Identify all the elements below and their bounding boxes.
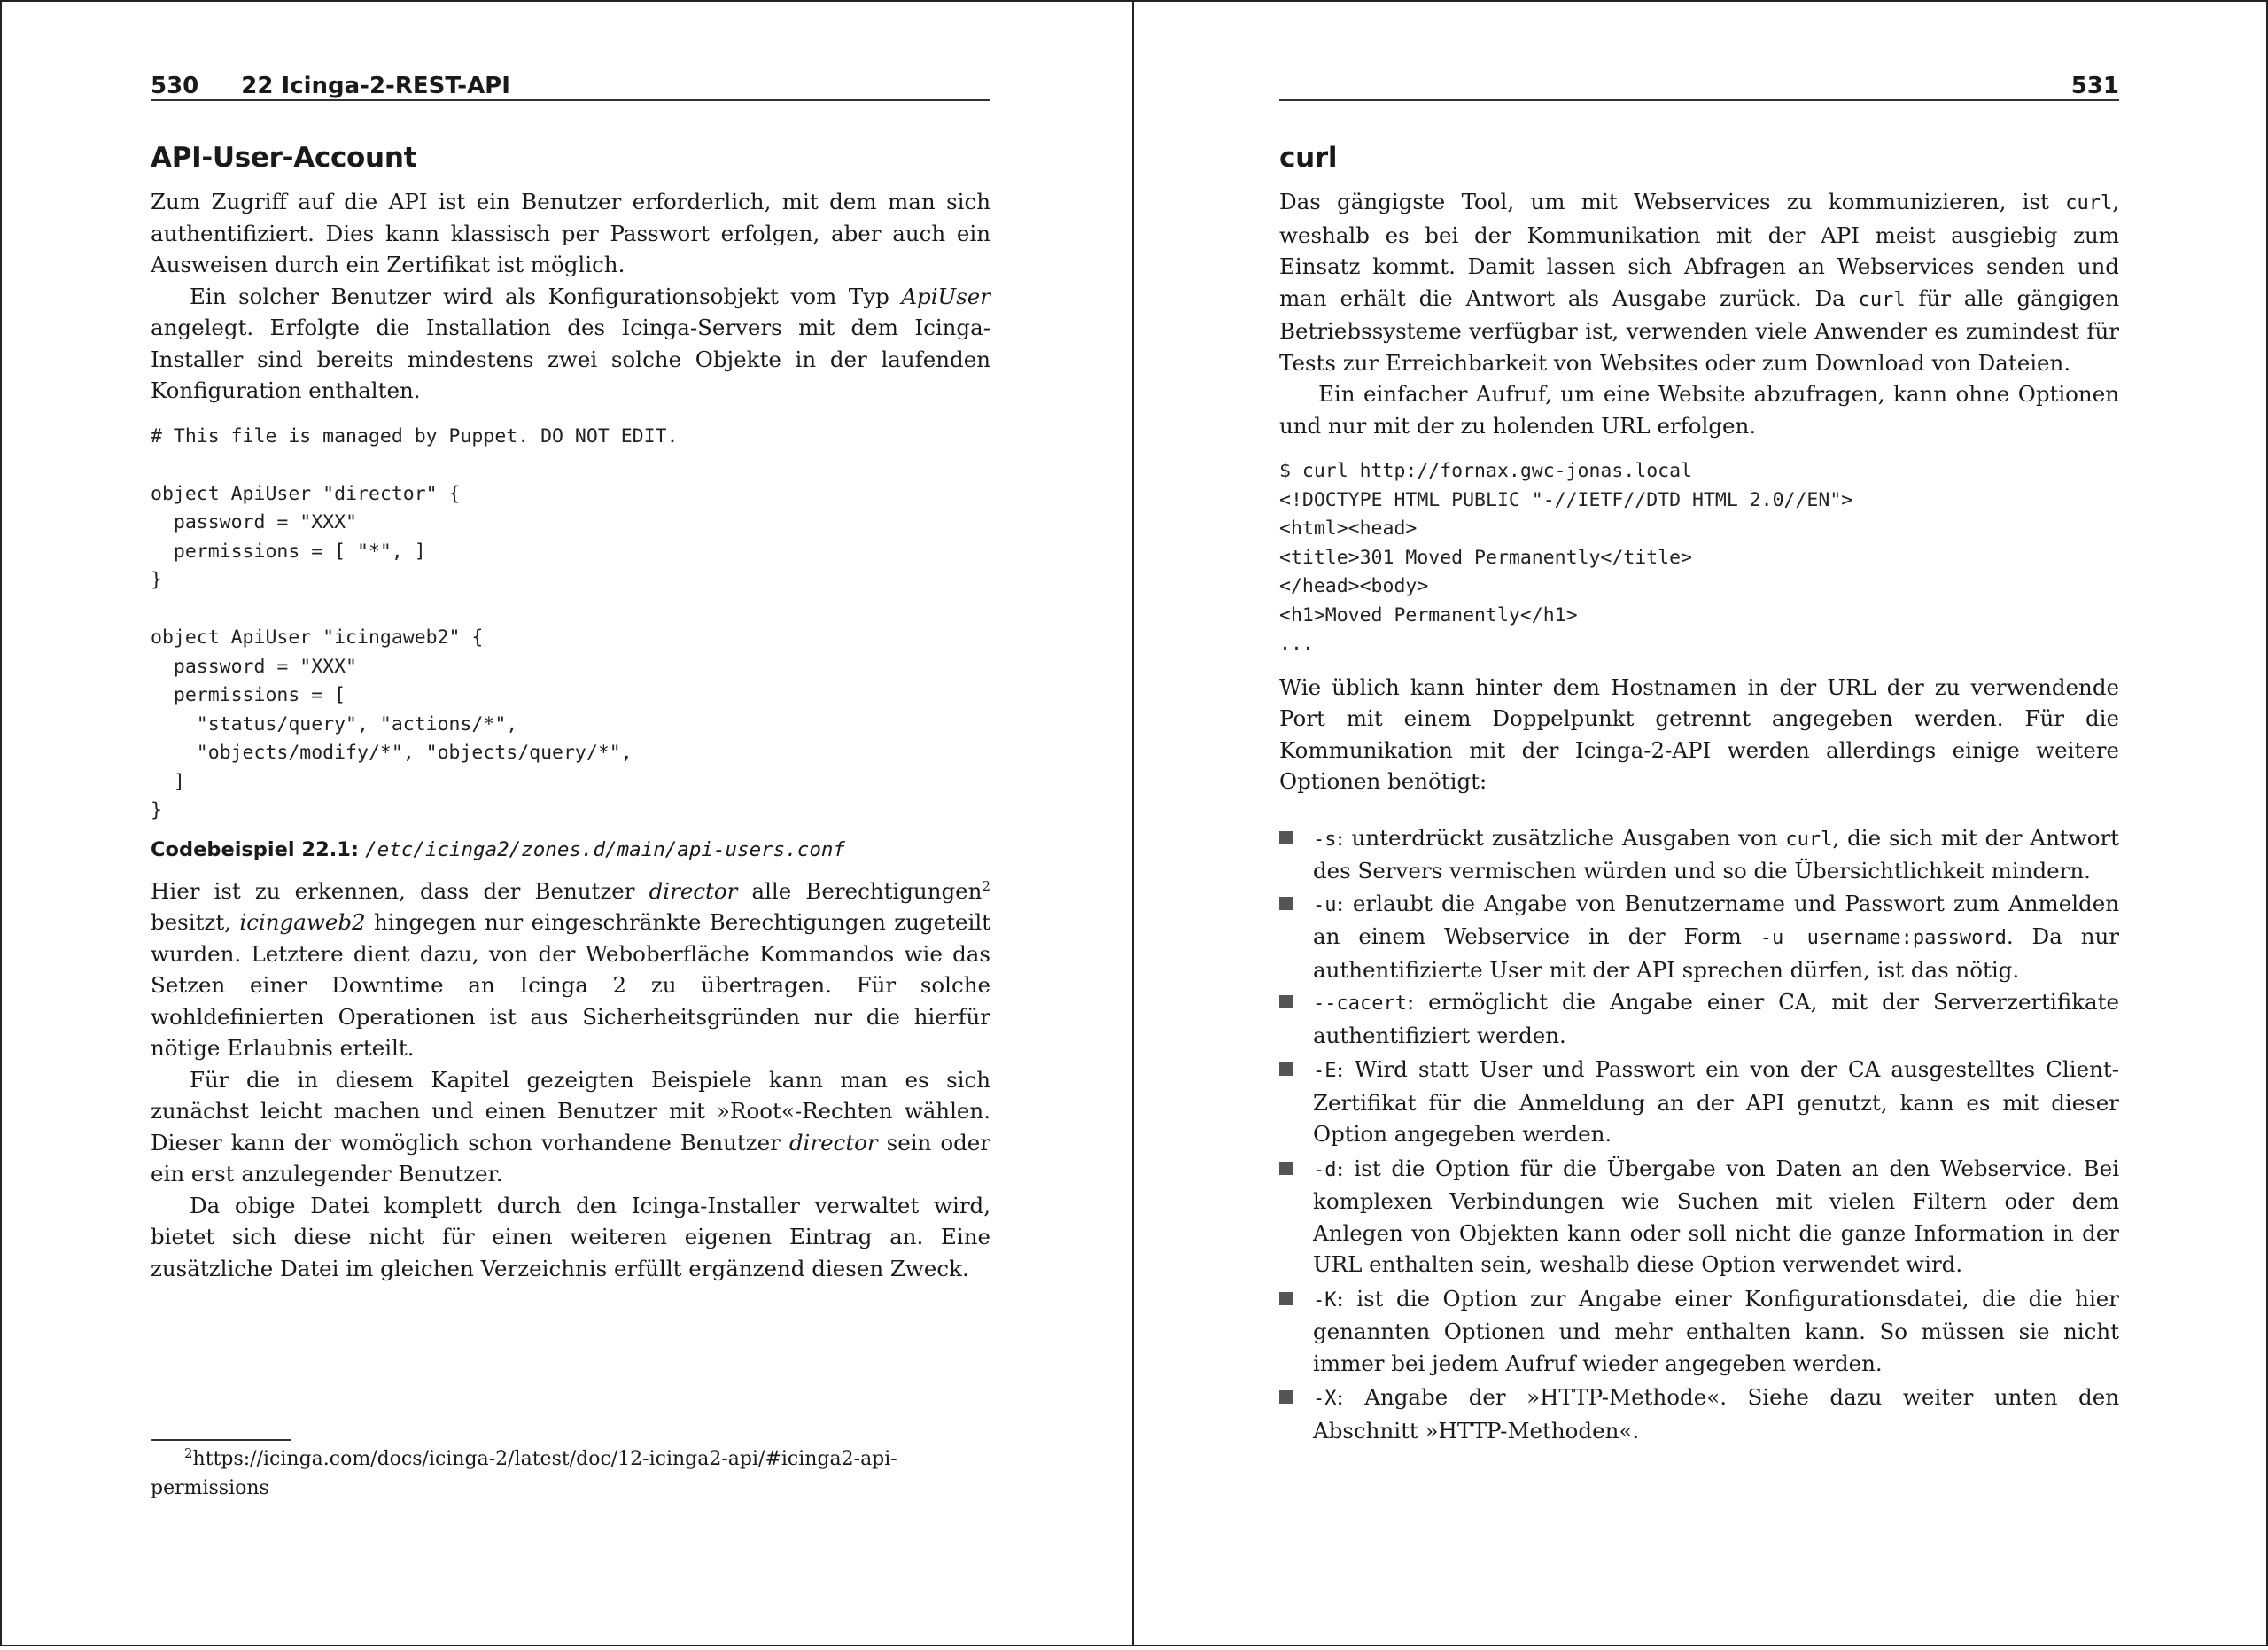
page-number: 530 <box>151 73 199 99</box>
running-header <box>151 62 990 101</box>
list-item: -X: Angabe der »HTTP-Methode«. Siehe dazu weiter unten den Abschnitt »HTTP-Methoden«. <box>1279 1381 2119 1448</box>
square-bullet-icon <box>1279 1390 1293 1404</box>
left-page <box>0 0 1134 1646</box>
code-caption <box>151 838 990 861</box>
page-number: 531 <box>2070 73 2119 99</box>
footnote-divider <box>151 1439 291 1441</box>
caption-label: Codebeispiel 22.1: <box>151 837 359 861</box>
list-item: -K: ist die Option zur Angabe einer Konfigurationsdatei, die die hier genannten Optionen und mehr enthalten kann. So müssen sie nicht immer bei jedem Aufruf wieder angegeben werden. <box>1279 1283 2119 1381</box>
square-bullet-icon <box>1279 995 1293 1008</box>
paragraph: Ein einfacher Aufruf, um eine Website abzufragen, kann ohne Optionen und nur mit der zu holenden URL erfolgen. <box>1279 381 2119 439</box>
paragraph: Das gängigste Tool, um mit Webservices zu kommunizieren, ist curl, weshalb es bei der Kommunikation mit der API meist ausgiebig zum Einsatz kommt. Damit lassen sich Abfragen an Webservices senden und man erhält die Antwort als Ausgabe zurück. Da curl für alle gängigen Betriebssysteme verfügbar ist, verwenden viele Anwender es zumindest für Tests zur Erreichbarkeit von Websites oder zum Download von Dateien. <box>1279 189 2119 376</box>
paragraph: Da obige Datei komplett durch den Icinga-Installer verwaltet wird, bietet sich diese nicht für einen weiteren eigenen Eintrag an. Eine zusätzliche Datei im gleichen Verzeichnis erfüllt ergänzend diesen Zweck. <box>151 1192 990 1281</box>
footnote-link[interactable]: https://icinga.com/docs/icinga-2/latest/doc/12-icinga2-api/#icinga2-api-permissions <box>151 1448 897 1499</box>
section-heading: curl <box>1279 142 1338 174</box>
list-item: -u: erlaubt die Angabe von Benutzername und Passwort zum Anmelden an einem Webservice in der Form -u username:password. Da nur authentifizierte User mit der API sprechen dürfen, ist das nötig. <box>1279 888 2119 986</box>
list-item: -d: ist die Option für die Übergabe von Daten an den Webservice. Bei komplexen Verbindungen wie Suchen mit vielen Filtern oder dem Anlegen von Objekten kann oder soll nicht die ganze Information in der URL enthalten sein, weshalb diese Option verwendet wird. <box>1279 1153 2119 1282</box>
left-page-content <box>151 62 990 1284</box>
chapter-title: 22 Icinga-2-REST-API <box>241 73 510 99</box>
list-item: -E: Wird statt User und Passwort ein von der CA ausgestelltes Client-Zertifikat für die Anmeldung an der API genutzt, kann es mit dieser Option angegeben werden. <box>1279 1054 2119 1152</box>
code-listing: $ curl http://fornax.gwc-jonas.local <!DOCTYPE HTML PUBLIC "-//IETF//DTD HTML 2.0//EN"> <html><head> <title>301 Moved Permanently</title> </head><body> <h1>Moved Permanently</h1> ... <box>1279 460 1853 655</box>
square-bullet-icon <box>1279 1062 1293 1076</box>
footnote-number: 2 <box>184 1444 193 1461</box>
square-bullet-icon <box>1279 831 1293 844</box>
paragraph: Wie üblich kann hinter dem Hostnamen in der URL der zu verwendende Port mit einem Doppelpunkt getrennt angegeben werden. Für die Kommunikation mit der Icinga-2-API werden allerdings einige weitere Optionen benötigt: <box>1279 673 2119 794</box>
square-bullet-icon <box>1279 1292 1293 1305</box>
caption-path: /etc/icinga2/zones.d/main/api-users.conf <box>365 837 845 861</box>
square-bullet-icon <box>1279 1162 1293 1175</box>
footnote <box>151 1444 990 1503</box>
square-bullet-icon <box>1279 897 1293 910</box>
footnote-ref[interactable]: 2 <box>982 877 991 894</box>
section-heading: API-User-Account <box>151 142 417 174</box>
paragraph: Hier ist zu erkennen, dass der Benutzer director alle Berechtigungen$^2$ besitzt, icingaweb2 hingegen nur eingeschränkte Berechtigungen zugeteilt wurden. Letztere dient dazu, von der Weboberfläche Kommandos wie das Setzen einer Downtime an Icinga 2 zu übertragen. Für solche wohldefinierten Operationen ist aus Sicherheitsgründen nur die hierfür nötige Erlaubnis erteilt. <box>151 877 991 1061</box>
code-listing: # This file is managed by Puppet. DO NOT EDIT. object ApiUser "director" { password = "XXX" permissions = [ "*", ] } object ApiUser "icingaweb2" { password = "XXX" permissions = [ "status/query", "actions/*", "objects/modify/*", "objects/query/*", ] } <box>151 424 679 821</box>
paragraph: Für die in diesem Kapitel gezeigten Beispiele kann man es sich zunächst leicht machen und einen Benutzer mit »Root«-Rechten wählen. Dieser kann der womöglich schon vorhandene Benutzer director sein oder ein erst anzulegender Benutzer. <box>151 1066 990 1187</box>
running-header <box>1279 62 2119 101</box>
right-page <box>1132 0 2268 1646</box>
paragraph: Ein solcher Benutzer wird als Konfigurationsobjekt vom Typ ApiUser angelegt. Erfolgte die Installation des Icinga-Servers mit dem Icinga-Installer sind bereits mindestens zwei solche Objekte in der laufenden Konfiguration enthalten. <box>151 283 990 403</box>
list-item: -s: unterdrückt zusätzliche Ausgaben von curl, die sich mit der Antwort des Servers vermischen würden und so die Übersichtlichkeit mindern. <box>1279 822 2119 887</box>
right-page-content <box>1279 62 2119 1449</box>
paragraph: Zum Zugriff auf die API ist ein Benutzer erforderlich, mit dem man sich authentifiziert. Dies kann klassisch per Passwort erfolgen, aber auch ein Ausweisen durch ein Zertifikat ist möglich. <box>151 189 990 277</box>
list-item: --cacert: ermöglicht die Angabe einer CA, mit der Serverzertifikate authentifiziert werden. <box>1279 986 2119 1053</box>
option-list <box>1279 822 2119 1449</box>
